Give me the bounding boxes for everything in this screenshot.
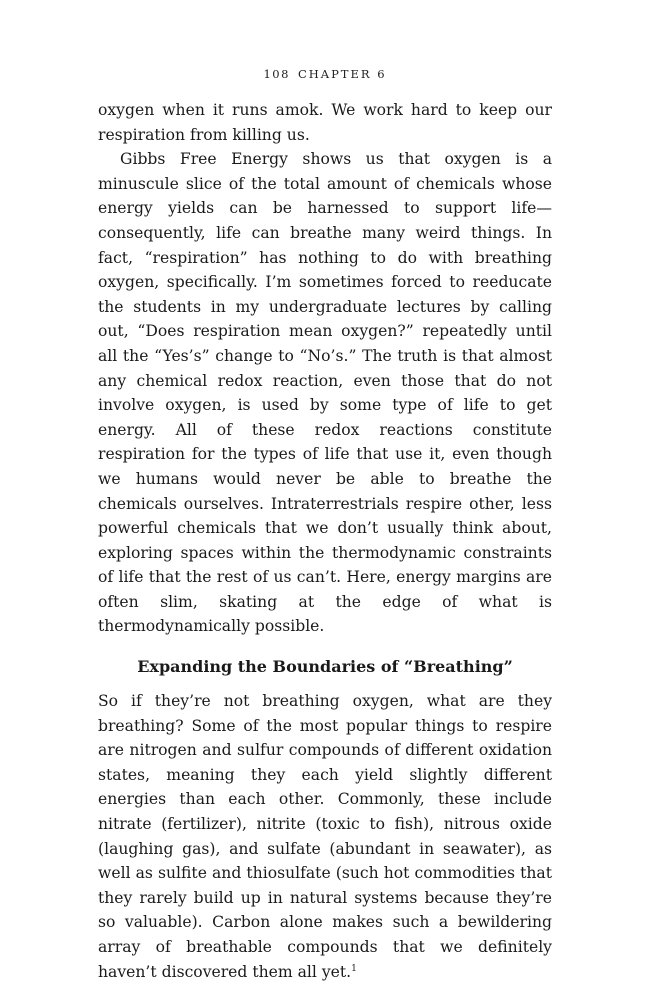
- chapter-label: CHAPTER 6: [297, 67, 387, 81]
- paragraph-breathing-text: So if they’re not breathing oxygen, what are they breathing? Some of the most popular things to respire are nitrogen and sulfur compounds of different oxidation states, meaning they each yield slightly different energies than each other. Commonly, these include nitrate (fertilizer), nitrite (toxic to fish), nitrous oxide (laughing gas), and sulfate (abundant in seawater), as well as sulfite and thiosulfate (such hot commodities that they rarely build up in natural systems because they’re so valuable). Carbon alone makes such a bewildering array of breathable compounds that we definitely haven’t discovered them all yet.: [98, 692, 552, 981]
- paragraph-continuation: oxygen when it runs amok. We work hard to keep our respiration from killing us.: [98, 101, 552, 144]
- page-number: 108: [263, 67, 290, 81]
- section-heading: Expanding the Boundaries of “Breathing”: [137, 657, 513, 677]
- running-head: [98, 67, 552, 81]
- paragraph-breathing: [98, 689, 552, 984]
- body-text: [98, 98, 552, 984]
- paragraph-gibbs: Gibbs Free Energy shows us that oxygen is a minuscule slice of the total amount of chemicals whose energy yields can be harnessed to support life—consequently, life can breathe many weird things. In fact, “respiration” has nothing to do with breathing oxygen, specifically. I’m sometimes forced to reeducate the students in my undergraduate lectures by calling out, “Does respiration mean oxygen?” repeatedly until all the “Yes’s” change to “No’s.” The truth is that almost any chemical redox reaction, even those that do not involve oxygen, is used by some type of life to get energy. All of these redox reactions constitute respiration for the types of life that use it, even though we humans would never be able to breathe the chemicals ourselves. Intraterrestrials respire other, less powerful chemicals that we don’t usually think about, exploring spaces within the thermodynamic constraints of life that the rest of us can’t. Here, energy margins are often slim, skating at the edge of what is thermodynamically possible.: [98, 150, 552, 636]
- footnote-marker[interactable]: 1: [351, 963, 357, 974]
